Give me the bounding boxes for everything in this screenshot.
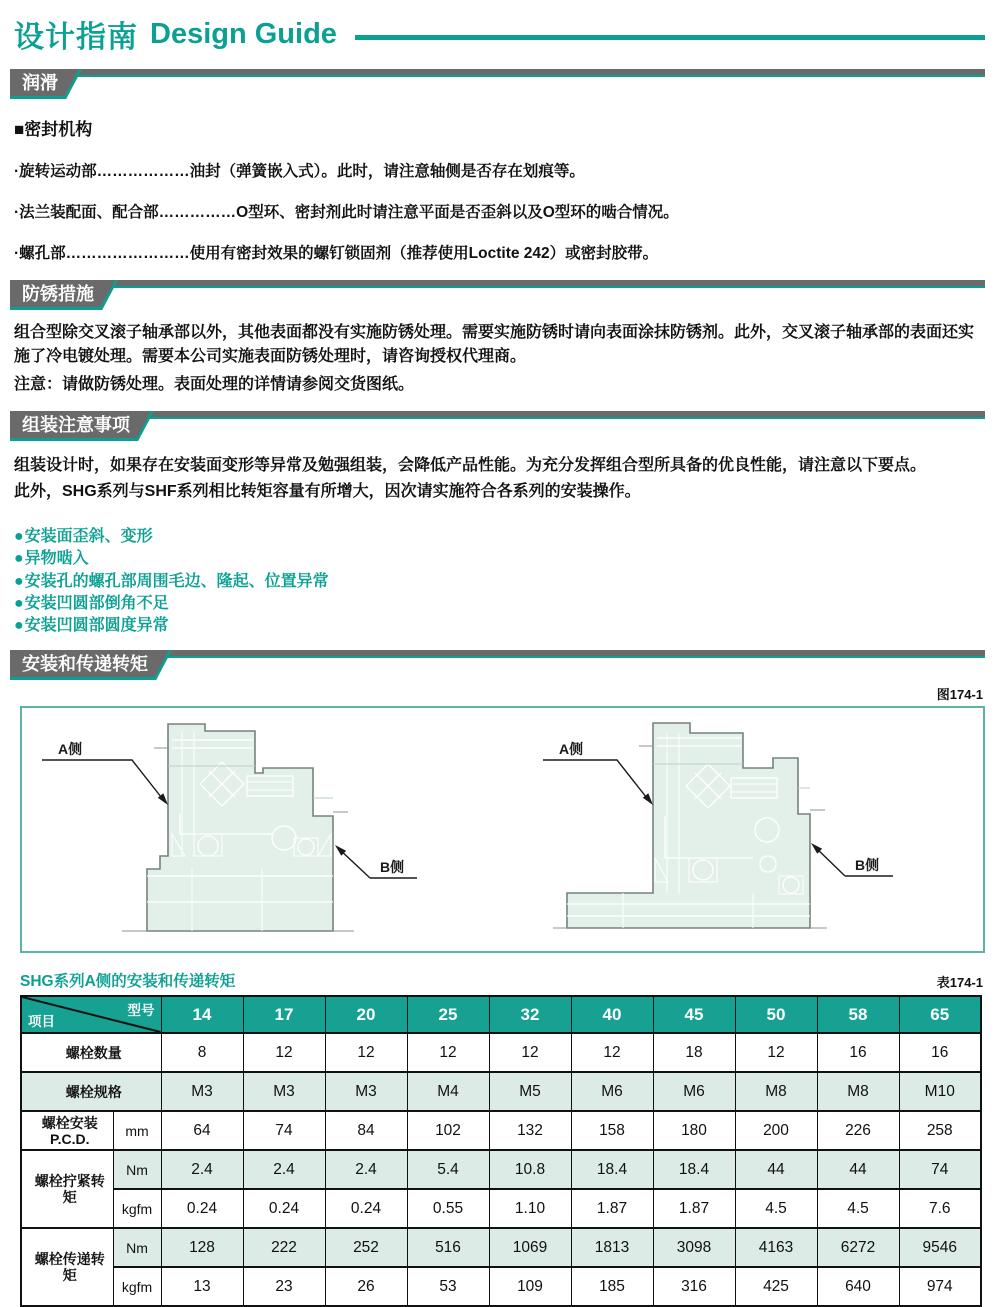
model-column-header: 65	[899, 996, 981, 1033]
cell: 128	[161, 1228, 243, 1267]
title-rule	[355, 35, 985, 40]
cell: M10	[899, 1072, 981, 1111]
design-guide-page	[0, 12, 1000, 1295]
cell: 74	[243, 1111, 325, 1150]
cell: M6	[571, 1072, 653, 1111]
cell: M3	[161, 1072, 243, 1111]
row-unit: mm	[113, 1111, 161, 1150]
cell: 18.4	[571, 1150, 653, 1189]
section-tab	[10, 280, 102, 310]
cell: 1.87	[653, 1189, 735, 1228]
row-unit: Nm	[113, 1150, 161, 1189]
cell: 53	[407, 1267, 489, 1306]
cell: 1813	[571, 1228, 653, 1267]
cell: 3098	[653, 1228, 735, 1267]
cell: 23	[243, 1267, 325, 1306]
checkpoint-item	[14, 615, 982, 637]
cell: 12	[325, 1033, 407, 1072]
section-tab	[10, 411, 138, 441]
cell: 425	[735, 1267, 817, 1306]
page-title-zh: 设计指南	[14, 21, 138, 54]
section-tab-label: 防锈措施	[22, 284, 94, 304]
table-row	[21, 1111, 981, 1150]
section-tab-label: 组装注意事项	[22, 415, 130, 435]
checkpoint-item	[14, 548, 982, 570]
table-title: SHG系列A侧的安装和传递转矩	[20, 973, 236, 991]
checkpoint-text: 安装凹圆部倒角不足	[24, 594, 169, 612]
cell: 5.4	[407, 1150, 489, 1189]
page-title-en: Design Guide	[150, 17, 337, 50]
section-bar	[10, 280, 985, 288]
corner-label-model: 型号	[127, 1003, 155, 1019]
cell: 13	[161, 1267, 243, 1306]
model-column-header: 17	[243, 996, 325, 1033]
torque-table	[20, 995, 982, 1307]
table-label: 表174-1	[936, 975, 983, 991]
cell: M3	[325, 1072, 407, 1111]
cell: 158	[571, 1111, 653, 1150]
section-bar	[10, 411, 985, 419]
bullet-icon: ●	[14, 617, 24, 635]
cell: M6	[653, 1072, 735, 1111]
cross-section-left-drawing	[22, 708, 502, 947]
cell: 44	[817, 1150, 899, 1189]
model-column-header: 45	[653, 996, 735, 1033]
cell: 18	[653, 1033, 735, 1072]
table-row	[21, 1033, 981, 1072]
model-column-header: 58	[817, 996, 899, 1033]
cell: M8	[735, 1072, 817, 1111]
lubrication-item: ·法兰装配面、配合部……………O型环、密封剂此时请注意平面是否歪斜以及O型环的啮合情况。	[14, 204, 679, 221]
cell: 1069	[489, 1228, 571, 1267]
table-corner-cell	[21, 996, 161, 1033]
cell: 44	[735, 1150, 817, 1189]
model-column-header: 25	[407, 996, 489, 1033]
cell: 18.4	[653, 1150, 735, 1189]
section-header-mounting	[10, 650, 985, 680]
cell: 4.5	[817, 1189, 899, 1228]
assembly-paragraph	[14, 453, 982, 504]
cell: 102	[407, 1111, 489, 1150]
cell: 4.5	[735, 1189, 817, 1228]
page-title	[14, 12, 985, 56]
cell: M4	[407, 1072, 489, 1111]
lubrication-item: ·螺孔部……………………使用有密封效果的螺钉锁固剂（推荐使用Loctite 242）或密封胶带。	[14, 245, 659, 262]
cell: 226	[817, 1111, 899, 1150]
model-column-header: 32	[489, 996, 571, 1033]
cell: 26	[325, 1267, 407, 1306]
cross-section-right-drawing	[503, 708, 983, 947]
checkpoint-item	[14, 526, 982, 548]
cell: M8	[817, 1072, 899, 1111]
cell: 258	[899, 1111, 981, 1150]
cell: 252	[325, 1228, 407, 1267]
assembly-checkpoints	[14, 526, 982, 637]
section-header-rust	[10, 280, 985, 310]
cell: 516	[407, 1228, 489, 1267]
model-column-header: 50	[735, 996, 817, 1033]
row-label: 螺栓安装 P.C.D.	[21, 1111, 113, 1150]
assembly-line: 此外，SHG系列与SHF系列相比转矩容量有所增大，因次请实施符合各系列的安装操作。	[14, 482, 641, 500]
section-tab-label: 润滑	[22, 73, 58, 93]
cell: 200	[735, 1111, 817, 1150]
bullet-icon: ●	[14, 550, 24, 568]
cell: 12	[407, 1033, 489, 1072]
table-row	[21, 1228, 981, 1267]
cell: 74	[899, 1150, 981, 1189]
cell: 316	[653, 1267, 735, 1306]
cell: 180	[653, 1111, 735, 1150]
section-header-assembly	[10, 411, 985, 441]
row-label: 螺栓规格	[21, 1072, 161, 1111]
cell: 84	[325, 1111, 407, 1150]
table-row	[21, 1072, 981, 1111]
bullet-icon: ●	[14, 528, 24, 545]
section-tab-label: 安装和传递转矩	[22, 654, 148, 675]
checkpoint-text: 异物啮入	[24, 550, 89, 568]
row-label: 螺栓数量	[21, 1033, 161, 1072]
section-tab	[10, 69, 66, 99]
cell: 640	[817, 1267, 899, 1306]
cell: 222	[243, 1228, 325, 1267]
row-unit: kgfm	[113, 1267, 161, 1306]
cell: 0.24	[161, 1189, 243, 1228]
cell: 974	[899, 1267, 981, 1306]
table-row	[21, 1267, 981, 1306]
side-a-label: A侧	[558, 741, 583, 758]
table-row	[21, 1150, 981, 1189]
checkpoint-item	[14, 571, 982, 593]
cross-section-right	[503, 708, 984, 951]
table-title-row	[20, 969, 983, 991]
section-bar	[10, 69, 985, 77]
cell: 185	[571, 1267, 653, 1306]
section-tab	[10, 650, 156, 680]
side-b-label: B侧	[380, 859, 405, 876]
cell: 109	[489, 1267, 571, 1306]
assembly-line: 组装设计时，如果存在安装面变形等异常及勉强组装，会降低产品性能。为充分发挥组合型所具备的优良性能，请注意以下要点。	[14, 457, 927, 474]
corner-label-item: 项目	[28, 1014, 55, 1030]
checkpoint-item	[14, 593, 982, 615]
checkpoint-text: 安装凹圆部圆度异常	[24, 617, 169, 635]
cell: 1.10	[489, 1189, 571, 1228]
cell: 2.4	[325, 1150, 407, 1189]
model-column-header: 40	[571, 996, 653, 1033]
cell: 12	[571, 1033, 653, 1072]
figure-label: 图174-1	[936, 687, 983, 703]
row-unit: Nm	[113, 1228, 161, 1267]
table-row	[21, 1189, 981, 1228]
cell: 12	[735, 1033, 817, 1072]
cell: 8	[161, 1033, 243, 1072]
cell: 12	[243, 1033, 325, 1072]
cell: 0.24	[243, 1189, 325, 1228]
cell: 0.55	[407, 1189, 489, 1228]
checkpoint-text: 安装孔的螺孔部周围毛边、隆起、位置异常	[24, 572, 329, 590]
rust-paragraph: 组合型除交叉滚子轴承部以外，其他表面都没有实施防锈处理。需要实施防锈时请向表面涂抹防锈剂。此外，交叉滚子轴承部的表面还实施了冷电镀处理。需要本公司实施表面防锈处理时，请咨询授权代理商。	[14, 324, 975, 365]
cell: 9546	[899, 1228, 981, 1267]
cell: M3	[243, 1072, 325, 1111]
lubrication-item: ·旋转运动部………………油封（弹簧嵌入式）。此时，请注意轴侧是否存在划痕等。	[14, 163, 585, 180]
cell: 4163	[735, 1228, 817, 1267]
cell: 16	[899, 1033, 981, 1072]
model-column-header: 14	[161, 996, 243, 1033]
checkpoint-text: 安装面歪斜、变形	[24, 528, 153, 545]
row-label: 螺栓传递转矩	[21, 1228, 113, 1306]
seal-mechanism-heading: ■密封机构	[14, 120, 93, 139]
rust-note: 注意：请做防锈处理。表面处理的详情请参阅交货图纸。	[14, 376, 415, 393]
cell: 1.87	[571, 1189, 653, 1228]
cell: 64	[161, 1111, 243, 1150]
model-column-header: 20	[325, 996, 407, 1033]
cell: 12	[489, 1033, 571, 1072]
table-header-row	[21, 996, 981, 1033]
cell: 6272	[817, 1228, 899, 1267]
row-label: 螺栓拧紧转矩	[21, 1150, 113, 1228]
cell: 132	[489, 1111, 571, 1150]
cell: M5	[489, 1072, 571, 1111]
cell: 2.4	[243, 1150, 325, 1189]
cell: 0.24	[325, 1189, 407, 1228]
cell: 16	[817, 1033, 899, 1072]
bullet-icon: ●	[14, 594, 24, 612]
cell: 7.6	[899, 1189, 981, 1228]
side-b-label: B侧	[854, 857, 879, 874]
row-unit: kgfm	[113, 1189, 161, 1228]
figure-174-1	[20, 706, 985, 953]
cell: 10.8	[489, 1150, 571, 1189]
cross-section-left	[22, 708, 503, 951]
cell: 2.4	[161, 1150, 243, 1189]
section-header-lubrication	[10, 69, 985, 99]
bullet-icon: ●	[14, 572, 24, 590]
side-a-label: A侧	[58, 741, 83, 758]
